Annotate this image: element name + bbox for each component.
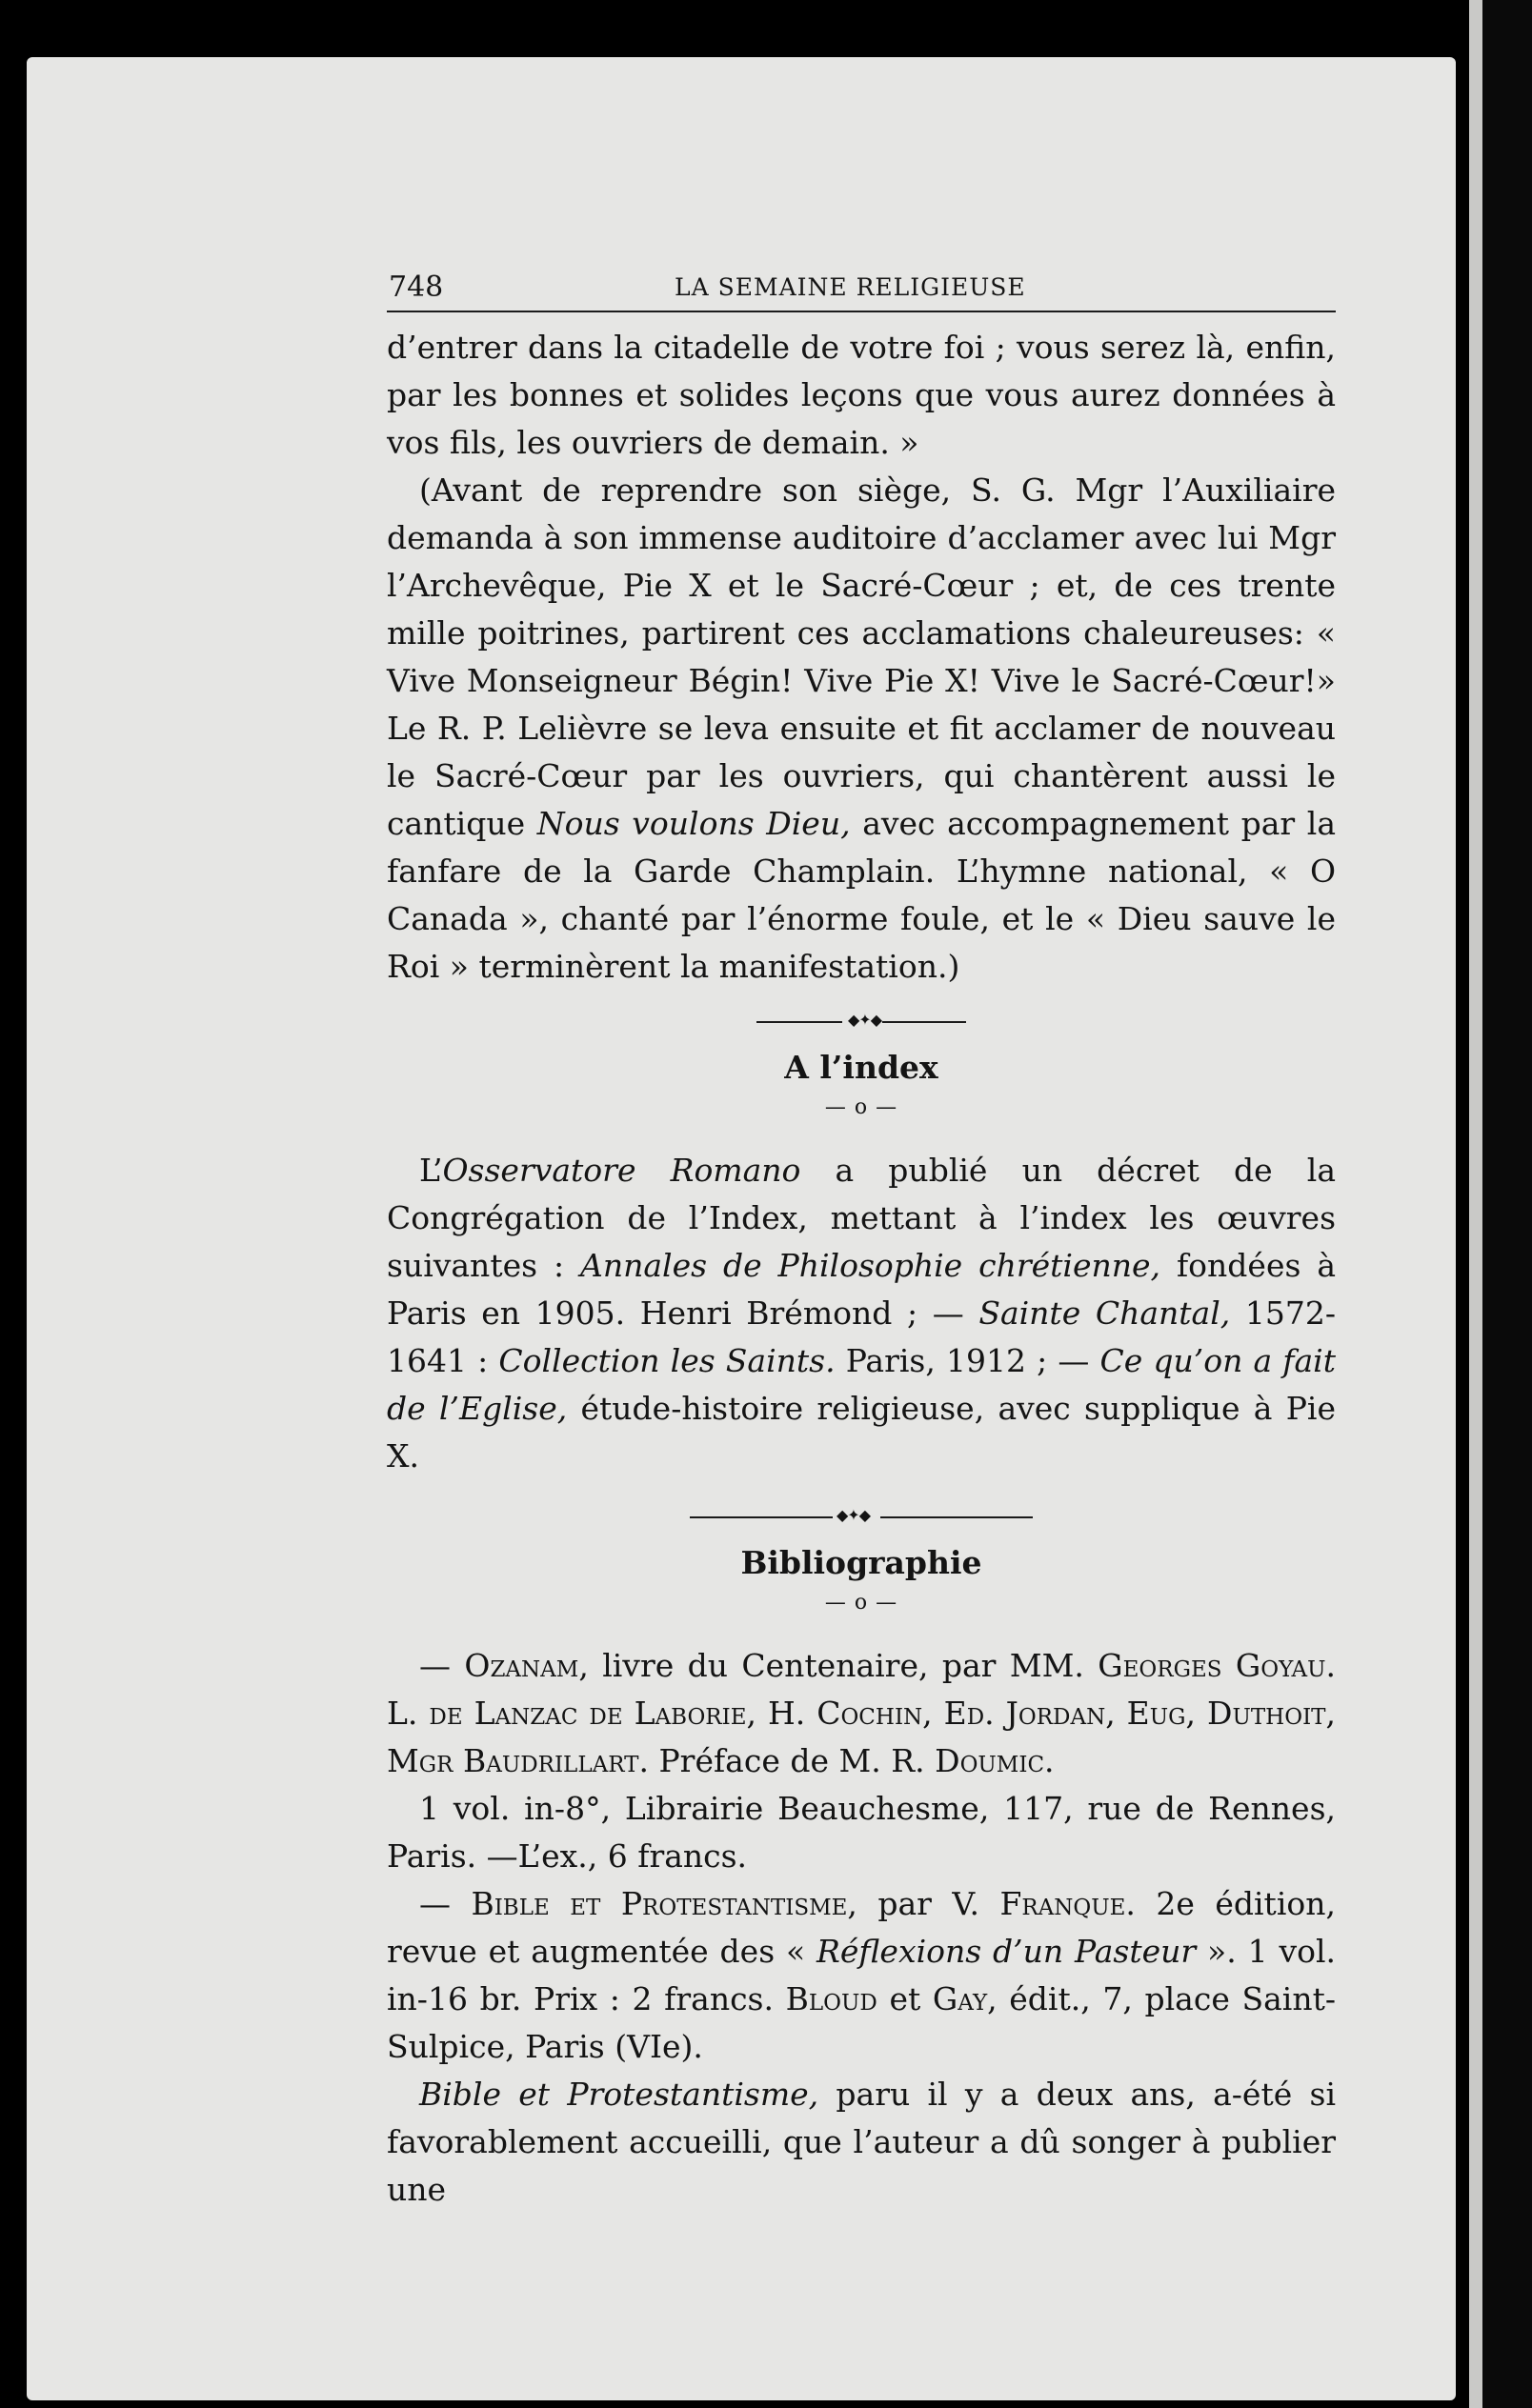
index-t8: Collection les Saints.: [498, 1342, 836, 1379]
index-t3: a publié un décret de la Congrégation de l’Index, mettant à l’index les œuvres suivantes :: [387, 1152, 1336, 1284]
biblio-e2: 1 vol. in-8°, Librairie Beauchesme, 117, rue de Rennes, Paris. —L’ex., 6 francs.: [387, 1790, 1336, 1875]
biblio-e4-text: paru il y a deux ans, a-été si favorablement accueilli, que l’auteur a dû songer à publier une: [387, 2076, 1336, 2208]
section-title-bibliographie: Bibliographie: [740, 1544, 982, 1581]
biblio-e3-a: —: [419, 1885, 472, 1922]
biblio-e3-sc4: Gay,: [932, 1980, 998, 2017]
biblio-e1-b: livre du Centenaire, par MM.: [588, 1647, 1099, 1684]
running-title: LA SEMAINE RELIGIEUSE: [675, 273, 1026, 301]
biblio-e3-e: et: [877, 1980, 933, 2017]
biblio-entry-bible: [387, 1880, 1336, 2071]
ornament-separator-1: [756, 1011, 966, 1029]
biblio-e4-italic: Bible et Protestantisme,: [419, 2076, 819, 2113]
biblio-e3-sc3: Bloud: [785, 1980, 877, 2017]
section-title-index: A l’index: [784, 1049, 938, 1086]
biblio-entry-bible-review: [387, 2071, 1336, 2214]
biblio-e3-sc1: Bible et Protestantisme,: [471, 1885, 857, 1922]
para2-italic: Nous voulons Dieu,: [536, 805, 851, 842]
biblio-e3-sc2: Franque.: [999, 1885, 1136, 1922]
para1-text: d’entrer dans la citadelle de votre foi ; vous serez là, enfin, par les bonnes et solides leçons que vous aurez données à vos fils, les ouvriers de demain. »: [387, 329, 1336, 461]
paragraph-2: [387, 467, 1336, 991]
paragraph-1: [387, 324, 1336, 467]
ornament-line-left: [690, 1516, 833, 1518]
ornament-line-left: [756, 1021, 842, 1023]
biblio-e3-d: ». 1 vol. in-16 br. Prix : 2 francs.: [387, 1933, 1336, 2017]
section-separator-biblio: — o —: [824, 1591, 898, 1615]
biblio-e1-sc2: Georges Goyau. L. de Lanzac de Laborie, H. Cochin, Ed. Jordan, Eug, Duthoit, Mgr Baudrillart.: [387, 1647, 1336, 1779]
index-t7: 1572-1641 :: [387, 1294, 1336, 1379]
index-t5: fondées à Paris en 1905. Henri Brémond ; —: [387, 1247, 1337, 1332]
ornament-line-right: [882, 1021, 966, 1023]
next-page-edge: [1469, 0, 1482, 2408]
index-t10: Ce qu’on a fait de l’Eglise,: [387, 1342, 1336, 1427]
scan-border: [1482, 0, 1532, 2408]
running-head: [387, 263, 1336, 312]
index-t4: Annales de Philosophie chrétienne,: [580, 1247, 1161, 1284]
biblio-e1-sc3: Doumic.: [935, 1742, 1055, 1779]
page-number: 748: [389, 271, 444, 304]
para2-text-b: avec accompagnement par la fanfare de la Garde Champlain. L’hymne national, « O Canada », chanté par l’énorme foule, et le « Dieu sauve le Roi » terminèrent la manifestation.): [387, 805, 1336, 985]
ornament-separator-2: [690, 1506, 1033, 1524]
index-t6: Sainte Chantal,: [978, 1294, 1231, 1332]
biblio-e1-c: Préface de M. R.: [648, 1742, 936, 1779]
index-t2: Osservatore Romano: [442, 1152, 801, 1189]
biblio-entry-ozanam: [387, 1642, 1336, 1785]
page-content: [387, 263, 1336, 2214]
ornament-diamond-icon: ◆✦◆: [848, 1011, 882, 1029]
index-t11: étude-histoire religieuse, avec supplique à Pie X.: [387, 1390, 1336, 1475]
biblio-entry-ozanam-details: [387, 1785, 1336, 1880]
biblio-e3-b: par V.: [857, 1885, 1000, 1922]
section-separator-index: — o —: [824, 1095, 898, 1119]
biblio-e3-f: édit., 7, place Saint-Sulpice, Paris (VIe).: [387, 1980, 1336, 2065]
biblio-e3-italic: Réflexions d’un Pasteur: [816, 1933, 1197, 1970]
biblio-e1-a: —: [419, 1647, 465, 1684]
ornament-line-right: [880, 1516, 1033, 1518]
biblio-e3-c: 2e édition, revue et augmentée des «: [387, 1885, 1336, 1970]
para2-text-a: (Avant de reprendre son siège, S. G. Mgr l’Auxiliaire demanda à son immense auditoire d’acclamer avec lui Mgr l’Archevêque, Pie X et le Sacré-Cœur ; et, de ces trente mille poitrines, partirent ces acclamations chaleureuses: « Vive Monseigneur Bégin! Vive Pie X! Vive le Sacré-Cœur!» Le R. P. Lelièvre se leva ensuite et fit acclamer de nouveau le Sacré-Cœur par les ouvriers, qui chantèrent aussi le cantique: [387, 472, 1336, 842]
index-t1: L’: [419, 1152, 443, 1189]
biblio-e1-sc1: Ozanam,: [464, 1647, 589, 1684]
index-paragraph: [387, 1147, 1336, 1480]
ornament-diamond-icon: ◆✦◆: [837, 1506, 871, 1524]
index-t9: Paris, 1912 ; —: [835, 1342, 1100, 1379]
